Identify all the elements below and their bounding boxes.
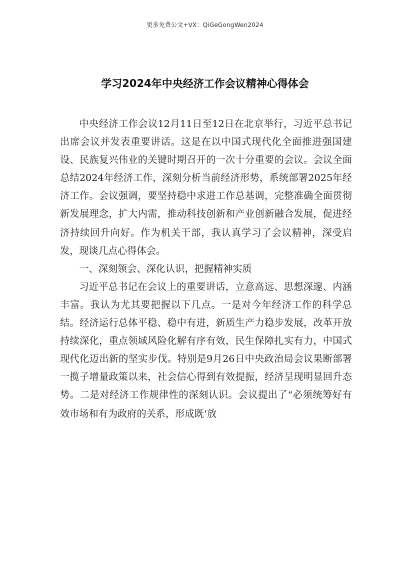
document-title: 学习2024年中央经济工作会议精神心得体会 [101,78,309,90]
paragraph-intro: 中央经济工作会议12月11日至12日在北京举行，习近平总书记出席会议并发表重要讲话。这是在以中国式现代化全面推进强国建设、民族复兴伟业的关键时期召开的一次十分重要的会议。会议全面总结2024年经济工作，深刻分析当前经济形势，系统部署2025年经济工作。会议强调，要坚持稳中求进工作总基调，完整准确全面贯彻新发展理念，扩大内需，推动科技创新和产业创新融合发展，促进经济持续回升向好。作为机关干部，我认真学习了会议精神，深受启发，现谈几点心得体会。 [60,119,352,257]
promo-header: 更多免费公文+VX：QiGeGongWen2024 [146,22,264,29]
document-body [60,116,352,424]
paragraph-section-1: 习近平总书记在会议上的重要讲话，立意高远、思想深邃、内涵丰富。我认为尤其要把握以下几点。一是对今年经济工作的科学总结。经济运行总体平稳、稳中有进，新质生产力稳步发展，改革开放持续深化，重点领域风险化解有序有效，民生保障扎实有力，中国式现代化迈出新的坚实步伐。特别是9月26日中央政治局会议果断部署一揽子增量政策以来，社会信心得到有效提振，经济呈现明显回升态势。二是对经济工作规律性的深刻认识。会议提出了“必须统筹好有效市场和有为政府的关系，形成既‘放 [60,281,352,420]
section-heading-1: 一、深刻领会、深化认识，把握精神实质 [79,263,252,275]
